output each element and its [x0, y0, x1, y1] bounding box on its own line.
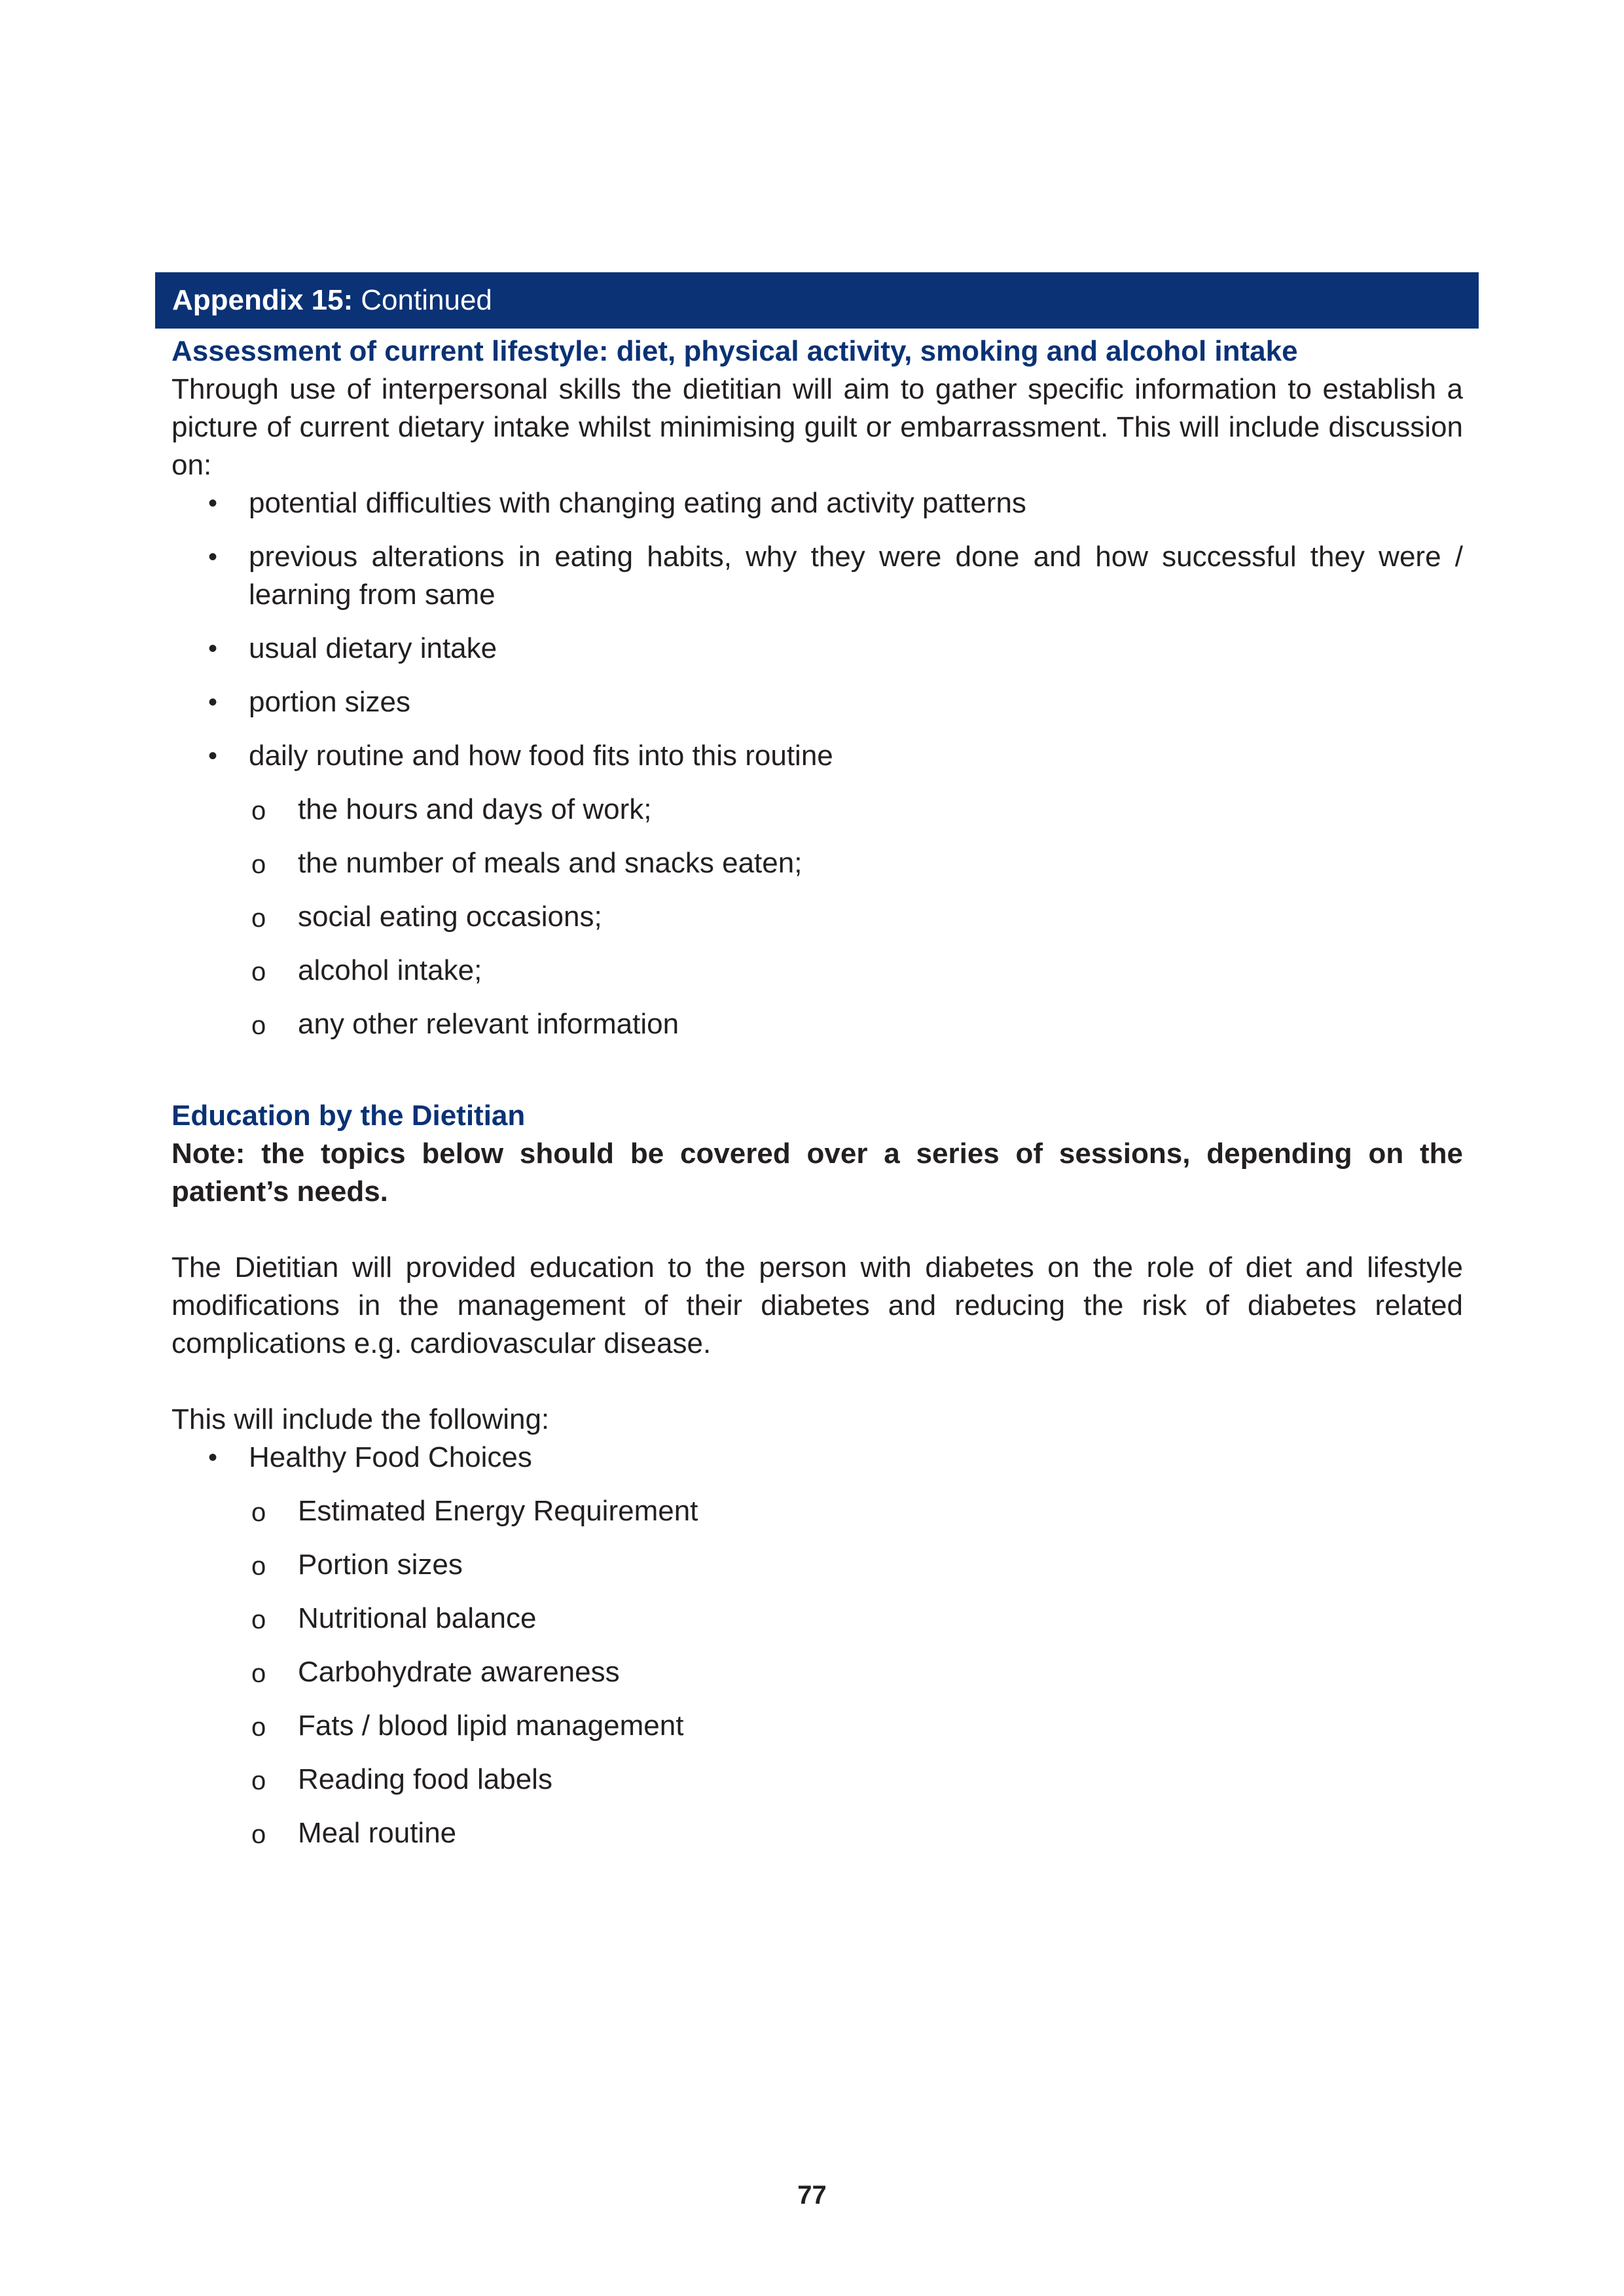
sub-list-item	[171, 898, 1463, 936]
list-item-text: daily routine and how food fits into this routine	[249, 740, 833, 772]
bullet-icon: •	[208, 489, 218, 518]
sub-list-item-text: social eating occasions;	[298, 901, 602, 933]
sub-list-item-text: Carbohydrate awareness	[298, 1656, 620, 1688]
list-item-text: Healthy Food Choices	[249, 1441, 532, 1473]
sub-list-item-text: Meal routine	[298, 1817, 457, 1849]
sub-list-item	[171, 791, 1463, 829]
sub-list-item-text: any other relevant information	[298, 1008, 679, 1040]
sub-list-item-text: Portion sizes	[298, 1549, 463, 1581]
circle-bullet-icon: o	[251, 1605, 266, 1634]
list-item	[171, 538, 1463, 614]
sub-list-item	[171, 952, 1463, 990]
list-item-text: usual dietary intake	[249, 632, 497, 664]
bullet-icon: •	[208, 634, 218, 663]
appendix-continued-label: Continued	[361, 284, 492, 316]
assessment-bullet-list	[171, 484, 1463, 775]
sub-list-item-text: Nutritional balance	[298, 1602, 537, 1634]
sub-list-item-text: the hours and days of work;	[298, 793, 652, 825]
list-item	[171, 630, 1463, 668]
appendix-label: Appendix 15:	[172, 284, 353, 316]
section-heading-assessment: Assessment of current lifestyle: diet, physical activity, smoking and alcohol intake	[171, 335, 1298, 367]
bullet-icon: •	[208, 543, 218, 571]
healthy-food-sub-list	[171, 1492, 1463, 1852]
list-item-text: previous alterations in eating habits, why they were done and how successful they were / learning from same	[249, 541, 1463, 611]
sub-list-item	[171, 1492, 1463, 1530]
sub-list-item-text: Fats / blood lipid management	[298, 1710, 684, 1742]
education-paragraph: The Dietitian will provided education to the person with diabetes on the role of diet and lifestyle modifications in the management of their diabetes and reducing the risk of diabetes related complications e.g. cardiovascular disease.	[171, 1251, 1463, 1359]
circle-bullet-icon: o	[251, 1552, 266, 1581]
list-item-text: portion sizes	[249, 686, 411, 718]
section-heading-education: Education by the Dietitian	[171, 1100, 526, 1132]
bullet-icon: •	[208, 688, 218, 717]
circle-bullet-icon: o	[251, 850, 266, 879]
circle-bullet-icon: o	[251, 797, 266, 825]
appendix-header-bar	[155, 272, 1479, 329]
education-bullet-list	[171, 1439, 1463, 1477]
circle-bullet-icon: o	[251, 1011, 266, 1040]
circle-bullet-icon: o	[251, 958, 266, 986]
sub-list-item-text: Estimated Energy Requirement	[298, 1495, 698, 1527]
education-note: Note: the topics below should be covered over a series of sessions, depending on the patient’s needs.	[171, 1138, 1463, 1208]
circle-bullet-icon: o	[251, 1767, 266, 1795]
list-item	[171, 737, 1463, 775]
circle-bullet-icon: o	[251, 1713, 266, 1742]
education-include-intro: This will include the following:	[171, 1403, 550, 1435]
circle-bullet-icon: o	[251, 1498, 266, 1527]
sub-list-item	[171, 1005, 1463, 1043]
assessment-intro-paragraph: Through use of interpersonal skills the dietitian will aim to gather specific information to establish a picture of current dietary intake whilst minimising guilt or embarrassment. This will include discussion on:	[171, 373, 1463, 481]
sub-list-item	[171, 1600, 1463, 1638]
bullet-icon: •	[208, 742, 218, 770]
sub-list-item	[171, 1761, 1463, 1799]
sub-list-item-text: alcohol intake;	[298, 954, 482, 986]
sub-list-item	[171, 1814, 1463, 1852]
routine-sub-list	[171, 791, 1463, 1043]
page-number: 77	[797, 2181, 827, 2210]
sub-list-item	[171, 844, 1463, 882]
paragraph-spacer	[171, 1211, 1463, 1249]
paragraph-spacer	[171, 1363, 1463, 1401]
list-item	[171, 1439, 1463, 1477]
sub-list-item-text: the number of meals and snacks eaten;	[298, 847, 803, 879]
circle-bullet-icon: o	[251, 1820, 266, 1849]
bullet-icon: •	[208, 1443, 218, 1472]
sub-list-item	[171, 1653, 1463, 1691]
circle-bullet-icon: o	[251, 904, 266, 933]
circle-bullet-icon: o	[251, 1659, 266, 1688]
list-item	[171, 484, 1463, 522]
list-item	[171, 683, 1463, 721]
list-item-text: potential difficulties with changing eating and activity patterns	[249, 487, 1026, 519]
page-content	[171, 332, 1463, 1868]
sub-list-item	[171, 1546, 1463, 1584]
sub-list-item-text: Reading food labels	[298, 1763, 552, 1795]
section-spacer	[171, 1059, 1463, 1097]
sub-list-item	[171, 1707, 1463, 1745]
